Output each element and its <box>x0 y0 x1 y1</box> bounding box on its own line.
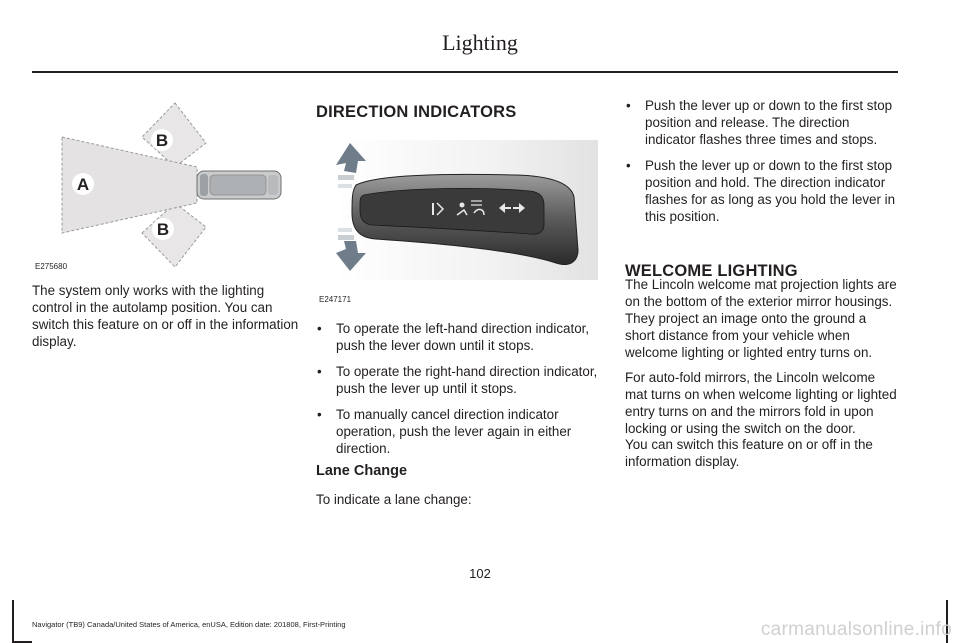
autolamp-paragraph: The system only works with the lighting control in the autolamp position. You can switch this feature on or off in the information display. <box>32 283 299 349</box>
list-item: • Push the lever up or down to the first stop position and hold. The direction indicator flashes for as long as you hold the lever in this position. <box>626 158 896 224</box>
zone-a-label: A <box>76 175 90 194</box>
zone-b-top-label: B <box>155 131 169 150</box>
vehicle-icon <box>197 171 281 199</box>
lane-change-heading: Lane Change <box>316 463 408 479</box>
lighting-zones-figure <box>32 95 312 275</box>
zone-b-bottom-label: B <box>156 220 170 239</box>
watermark: carmanualsonline.info <box>760 619 952 640</box>
list-item: • To operate the left-hand direction indicator, push the lever down until it stops. <box>317 321 590 353</box>
footer-edition-text: Navigator (TB9) Canada/United States of America, enUSA, Edition date: 201808, First-Printing <box>32 620 346 629</box>
header-rule <box>32 71 898 73</box>
welcome-paragraph-1: The Lincoln welcome mat projection lights are on the bottom of the exterior mirror housings. They project an image onto the ground a short distance from your vehicle when welcome lighting or lighted entry turns on. <box>625 277 897 360</box>
turn-signal-lever-figure <box>316 135 601 285</box>
direction-indicators-heading: DIRECTION INDICATORS <box>316 103 517 121</box>
list-item: • To manually cancel direction indicator operation, push the lever again in either direction. <box>317 407 572 456</box>
welcome-paragraph-2: For auto-fold mirrors, the Lincoln welcome mat turns on when welcome lighting or lighted entry turns on and the mirrors fold in upon locking or using the switch on the door. <box>625 370 897 436</box>
list-item: • Push the lever up or down to the first stop position and release. The direction indicator flashes three times and stops. <box>626 98 893 147</box>
lane-change-intro: To indicate a lane change: <box>316 492 472 507</box>
crop-mark-left-h <box>12 641 32 643</box>
welcome-lighting-heading: WELCOME LIGHTING <box>625 262 798 280</box>
lane-change-bullets <box>625 97 897 225</box>
figure-code: E247171 <box>319 295 352 304</box>
crop-mark-left <box>12 600 14 643</box>
page-number: 102 <box>469 566 491 581</box>
welcome-paragraph-3: You can switch this feature on or off in the information display. <box>625 437 873 469</box>
list-item: • To operate the right-hand direction indicator, push the lever up until it stops. <box>317 364 598 396</box>
page-title: Lighting <box>442 30 518 55</box>
direction-bullets <box>316 320 601 457</box>
figure-code: E275680 <box>35 262 68 271</box>
